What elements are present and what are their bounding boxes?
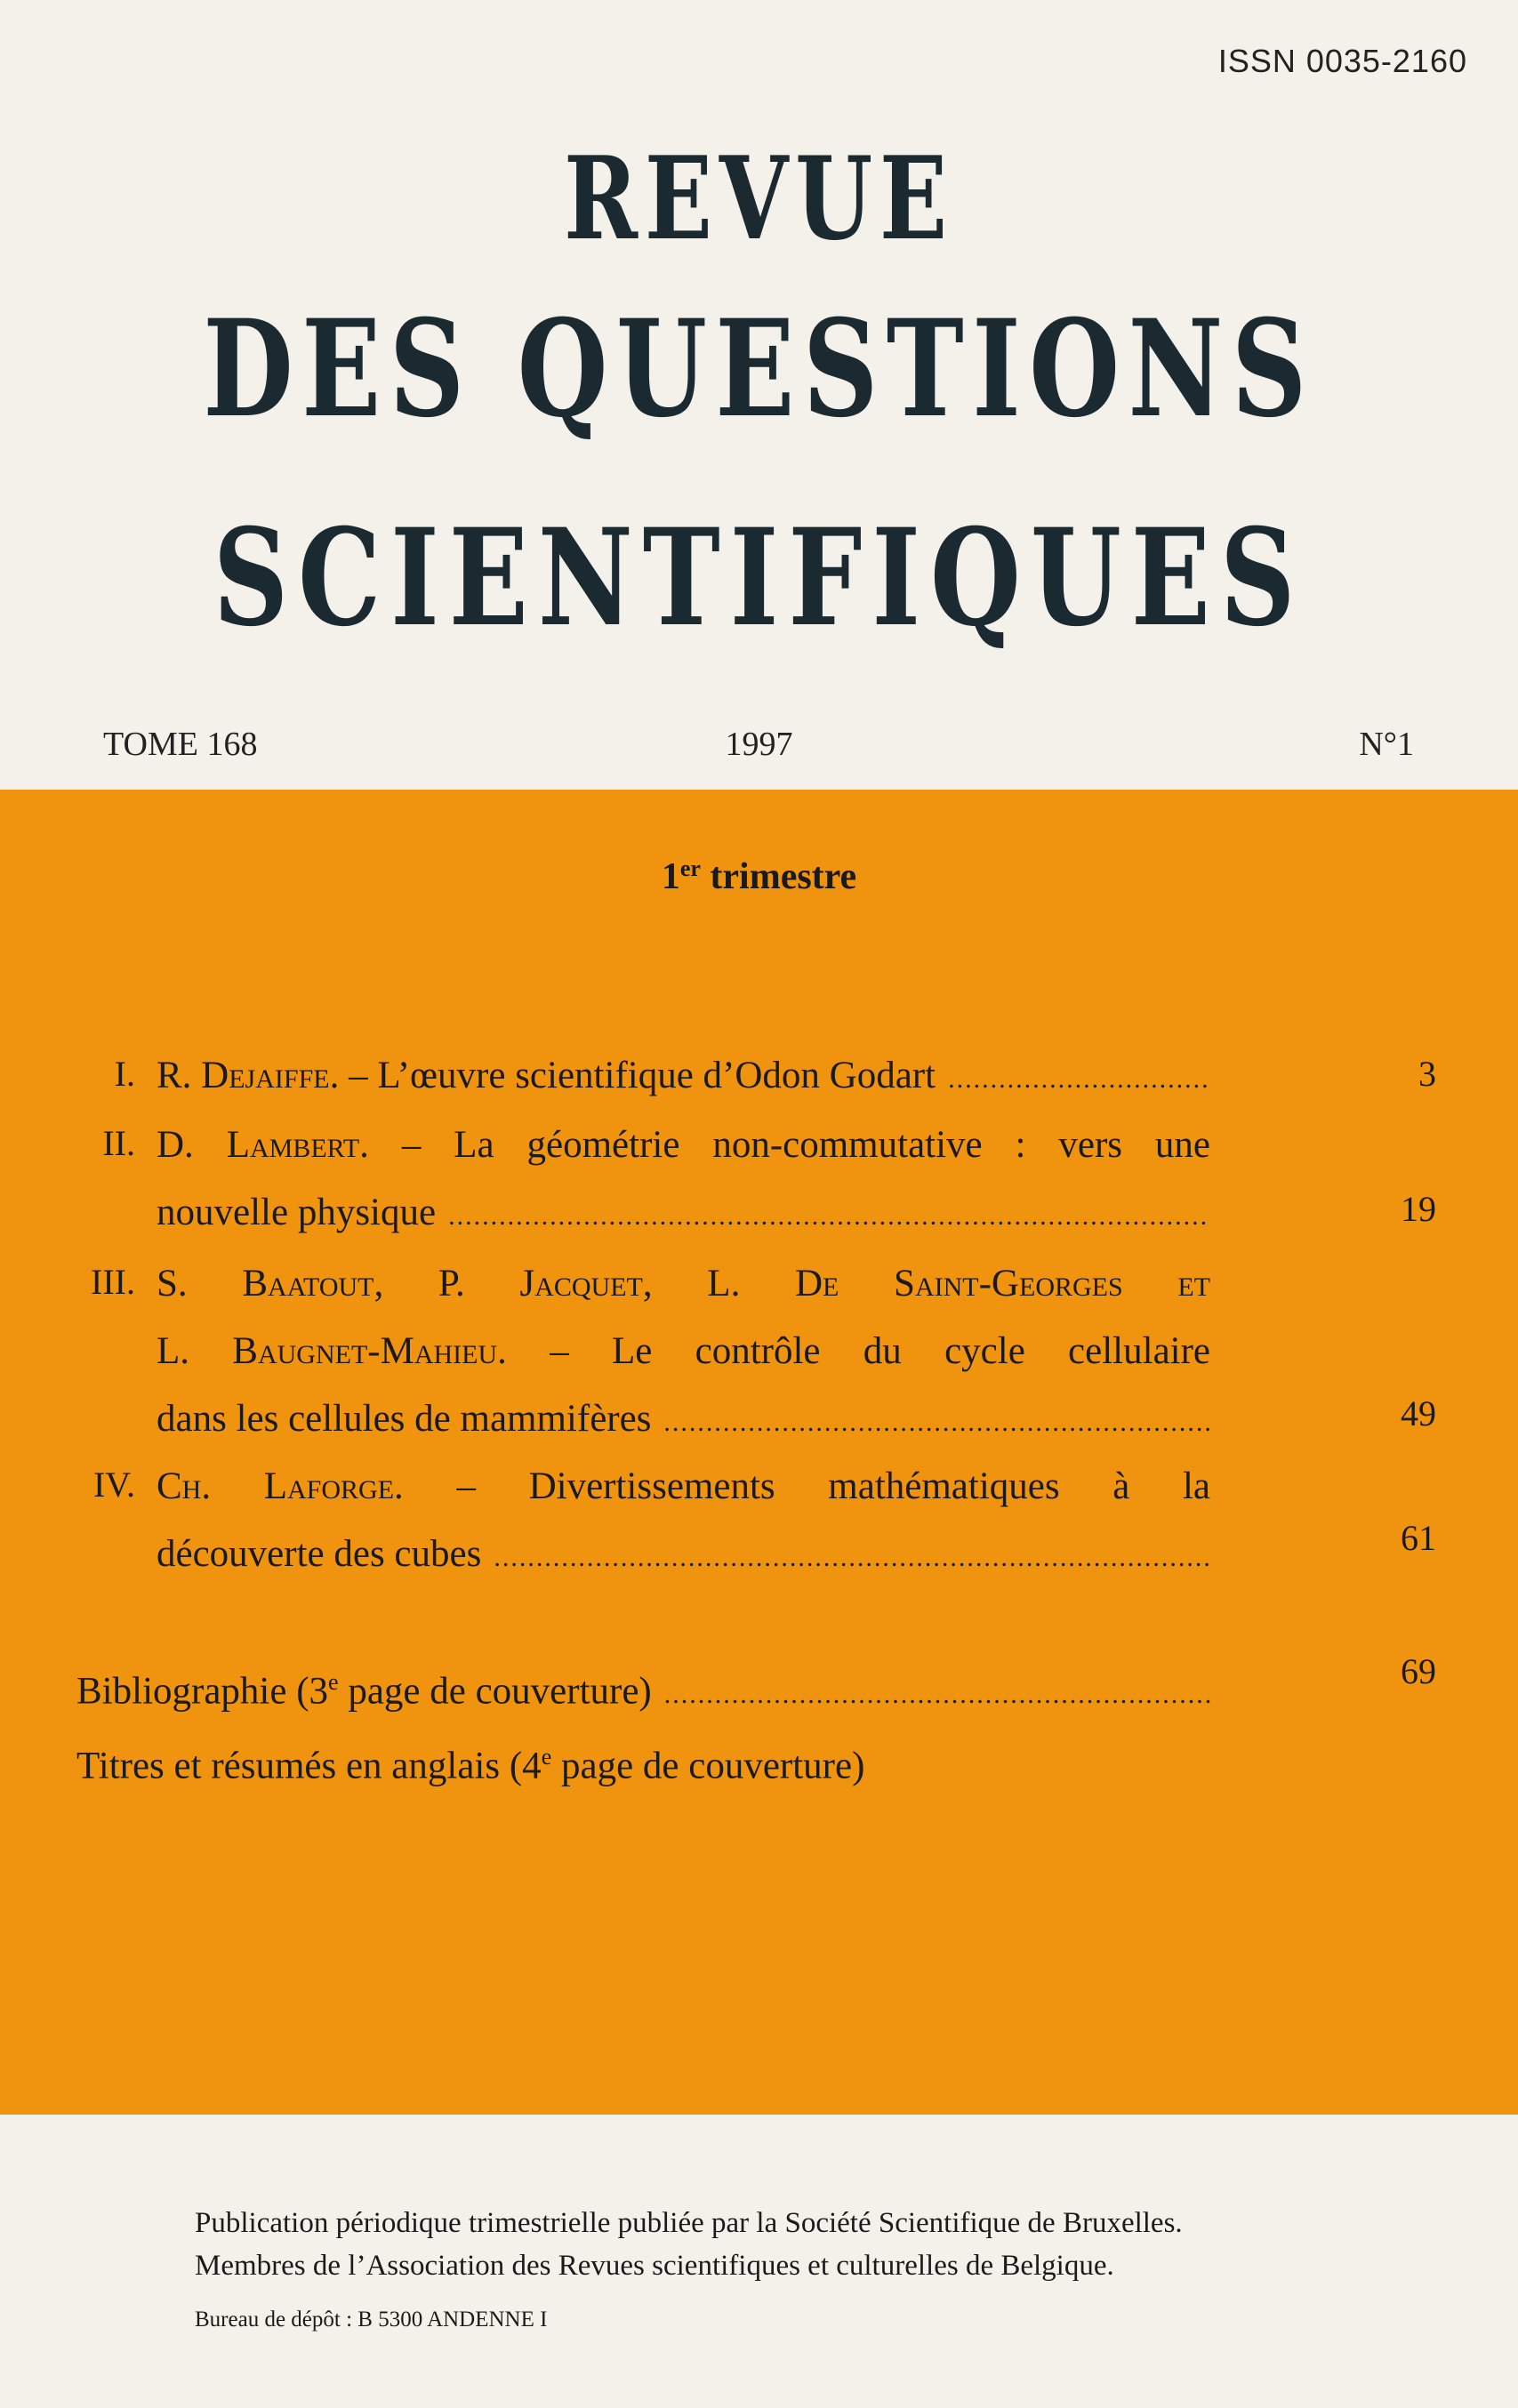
toc-entry-4-author: Ch. Laforge. <box>157 1465 404 1507</box>
toc-entry-1-line1 <box>157 1051 1210 1101</box>
issn-label: ISSN 0035-2160 <box>1217 43 1467 79</box>
publisher-line1: Publication périodique trimestrielle publiée par la Société Scientifique de Bruxelles. <box>195 2207 1183 2239</box>
toc-entry-1-author: R. Dejaiffe. <box>157 1055 340 1096</box>
toc-entry-2-page: 19 <box>1401 1189 1436 1229</box>
publisher-info <box>195 2202 1183 2287</box>
publisher-line2: Membres de l’Association des Revues scientifiques et culturelles de Belgique. <box>195 2250 1114 2282</box>
toc-entry-3-title-line2: dans les cellules de mammifères <box>157 1398 652 1440</box>
resumes-line <box>76 1732 1210 1787</box>
journal-title-line2: DES QUESTIONS <box>203 291 1315 447</box>
toc-entry-1-leader <box>948 1055 1210 1104</box>
bibliographie-line <box>76 1658 1210 1713</box>
toc-entry-2-line1 <box>157 1120 1210 1170</box>
toc-entry-3-numeral: III. <box>91 1262 135 1302</box>
toc-entry-3-authors-line1: S. Baatout, P. Jacquet, L. De Saint-Georges et <box>157 1263 1210 1304</box>
toc-entry-4-numeral: IV. <box>92 1465 135 1505</box>
bibliographie-sup: e <box>328 1669 339 1695</box>
bibliographie-post: page de couverture) <box>338 1670 652 1713</box>
toc-entry-1-page: 3 <box>1418 1054 1436 1094</box>
toc-entry-2-line2 <box>157 1188 1210 1238</box>
bibliographie-pre: Bibliographie (3 <box>76 1670 329 1713</box>
toc-entry-2-leader <box>448 1192 1210 1241</box>
resumes-sup: e <box>541 1744 552 1770</box>
toc-entry-4-title-line1: – Divertissements mathématiques à la <box>456 1465 1211 1507</box>
trimestre-prefix: 1 <box>661 856 680 897</box>
tome-label: TOME 168 <box>103 726 258 763</box>
toc-entry-2-numeral: II. <box>102 1123 135 1163</box>
toc-entry-4-title-line2: découverte des cubes <box>157 1533 482 1575</box>
resumes-post: page de couverture) <box>551 1745 865 1787</box>
toc-entry-4-line2 <box>157 1529 1210 1579</box>
toc-entry-3-author: L. Baugnet-Mahieu. <box>157 1330 507 1372</box>
bibliographie-page: 69 <box>1401 1651 1436 1691</box>
trimestre-sup: er <box>679 855 701 881</box>
trimestre-label: trimestre <box>700 856 857 897</box>
toc-entry-4-leader <box>494 1533 1210 1583</box>
toc-entry-3-leader <box>663 1398 1210 1448</box>
toc-entry-4-line1 <box>157 1462 1210 1512</box>
journal-title-line1: REVUE <box>564 132 954 266</box>
toc-entry-3-title-line1: – Le contrôle du cycle cellulaire <box>550 1330 1211 1372</box>
trimestre-heading <box>0 855 1518 898</box>
orange-content-band <box>0 790 1518 2115</box>
toc-entry-1-title: – L’œuvre scientifique d’Odon Godart <box>349 1055 936 1096</box>
toc-entry-4-page: 61 <box>1401 1518 1436 1558</box>
toc-entry-2-author: D. Lambert. <box>157 1124 369 1166</box>
issue-number: N°1 <box>1359 726 1414 763</box>
toc-entry-2-title-line1: – La géométrie non-commutative : vers une <box>401 1124 1211 1166</box>
resumes-pre: Titres et résumés en anglais (4 <box>76 1745 542 1787</box>
bureau-depot: Bureau de dépôt : B 5300 ANDENNE I <box>195 2308 548 2332</box>
bibliographie-leader <box>664 1670 1210 1720</box>
year-label: 1997 <box>725 726 793 763</box>
toc-entry-2-title-line2: nouvelle physique <box>157 1192 437 1233</box>
toc-entry-1-numeral: I. <box>114 1054 135 1094</box>
toc-entry-3-page: 49 <box>1401 1393 1436 1433</box>
toc-entry-3-line2 <box>157 1327 1210 1377</box>
journal-title-line3: SCIENTIFIQUES <box>213 500 1305 656</box>
toc-entry-3-line3 <box>157 1394 1210 1444</box>
